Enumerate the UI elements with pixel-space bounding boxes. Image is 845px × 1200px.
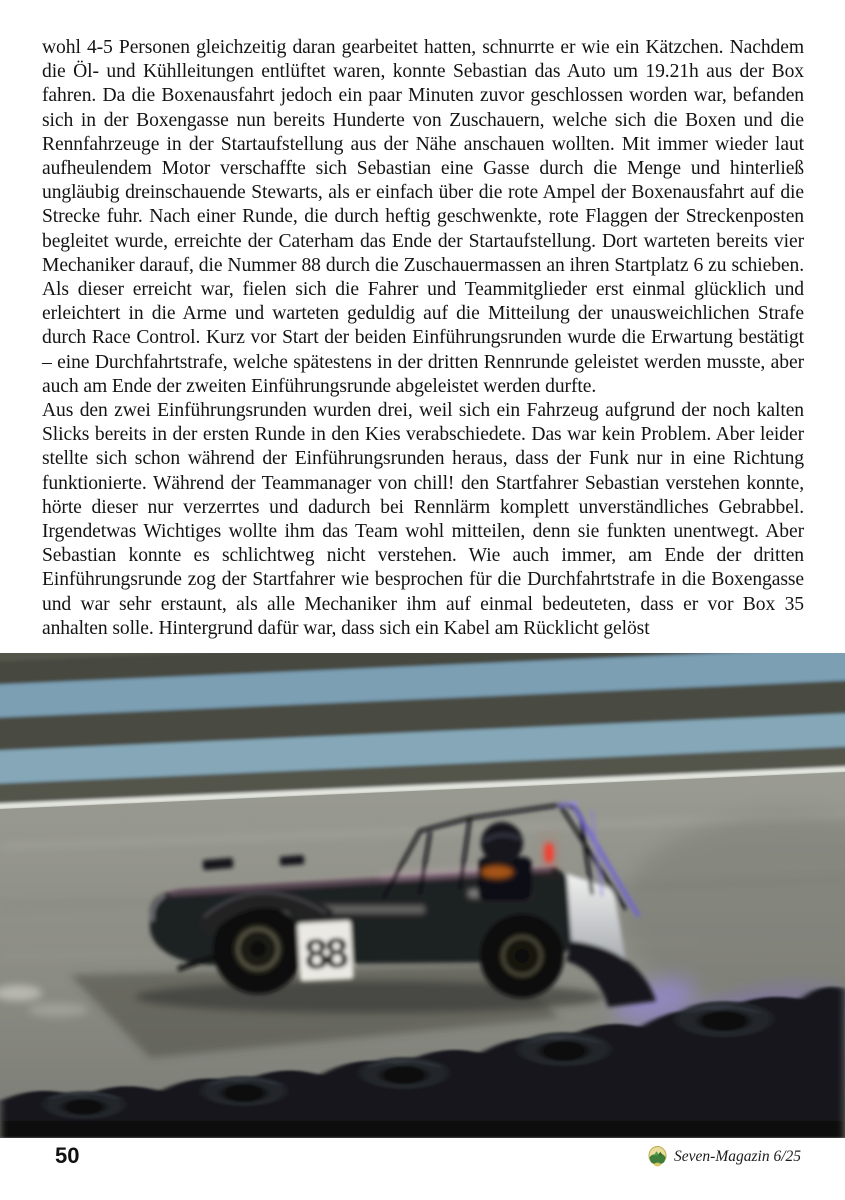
race-car-photo-canvas	[0, 653, 845, 1138]
magazine-credit-text: Seven-Magazin 6/25	[674, 1147, 801, 1165]
mirror-right	[280, 855, 305, 866]
page-number: 50	[55, 1143, 80, 1168]
race-car-photo	[0, 653, 845, 1138]
rear-wheel	[480, 914, 564, 998]
magazine-credit	[648, 1146, 801, 1167]
cockpit-orange-detail	[480, 865, 514, 879]
seven-magazin-logo-icon	[648, 1146, 667, 1167]
rain-light	[544, 841, 554, 865]
car-number-plate	[298, 921, 354, 982]
article-paragraph-2: Aus den zwei Einführungsrunden wurden drei, weil sich ein Fahrzeug aufgrund der noch kalten Slicks bereits in der ersten Runde in den Kies verabschiedete. Das war kein Problem. Aber leider stellte sich schon während der Einführungsrunden heraus, dass der Funk nur in eine Richtung funktionierte. Während der Teammanager von chill! den Startfahrer Sebastian verstehen konnte, hörte dieser nur verzerrtes und dadurch bei Rennlärm komplett unverständliches Gebrabbel. Irgendetwas Wichtiges wollte ihm das Team wohl mitteilen, denn sie funkten unentwegt. Aber Sebastian konnte es schlichtweg nicht verstehen. Wie auch immer, am Ende der dritten Einführungsrunde zog der Startfahrer wie besprochen für die Durchfahrtstrafe in die Boxengasse und war sehr erstaunt, als alle Mechaniker ihm auf einmal bedeuteten, dass er vor Box 35 anhalten solle. Hintergrund dafür war, dass sich ein Kabel am Rücklicht gelöst	[42, 400, 804, 639]
article-text	[42, 36, 804, 641]
car-number-plate-text: 88	[303, 928, 347, 979]
article-paragraph-1: wohl 4-5 Personen gleichzeitig daran gearbeitet hatten, schnurrte er wie ein Kätzchen. Nachdem die Öl- und Kühlleitungen entlüftet waren, konnte Sebastian das Auto um 19.21h aus der Box fahren. Da die Boxenausfahrt jedoch ein paar Minuten zuvor geschlossen worden war, befanden sich in der Boxengasse nun bereits Hunderte von Zuschauern, welche sich die Boxen und die Rennfahrzeuge in der Startaufstellung aus der Nähe anschauen wollten. Mit immer wieder laut aufheulendem Motor verschaffte sich Sebastian eine Gasse durch die Menge und hinterließ ungläubig dreinschauende Stewarts, als er einfach über die rote Ampel der Boxenausfahrt auf die Strecke fuhr. Nach einer Runde, die durch heftig geschwenkte, rote Flaggen der Streckenposten begleitet wurde, erreichte der Caterham das Ende der Startaufstellung. Dort warteten bereits vier Mechaniker darauf, die Nummer 88 durch die Zuschauermassen an ihren Startplatz 6 zu schieben. Als dieser erreicht war, fielen sich die Fahrer und Teammitglieder erst einmal glücklich und erleichtert in die Arme und warteten geduldig auf die Mitteilung der unausweichlichen Strafe durch Race Control. Kurz vor Start der beiden Einführungsrunden wurde die Erwartung bestätigt – eine Durchfahrtstrafe, welche spätestens in der dritten Rennrunde geleistet werden musste, aber auch am Ende der zweiten Einführungsrunde abgeleistet werden durfte.	[42, 37, 804, 397]
driver-helmet	[481, 822, 523, 864]
